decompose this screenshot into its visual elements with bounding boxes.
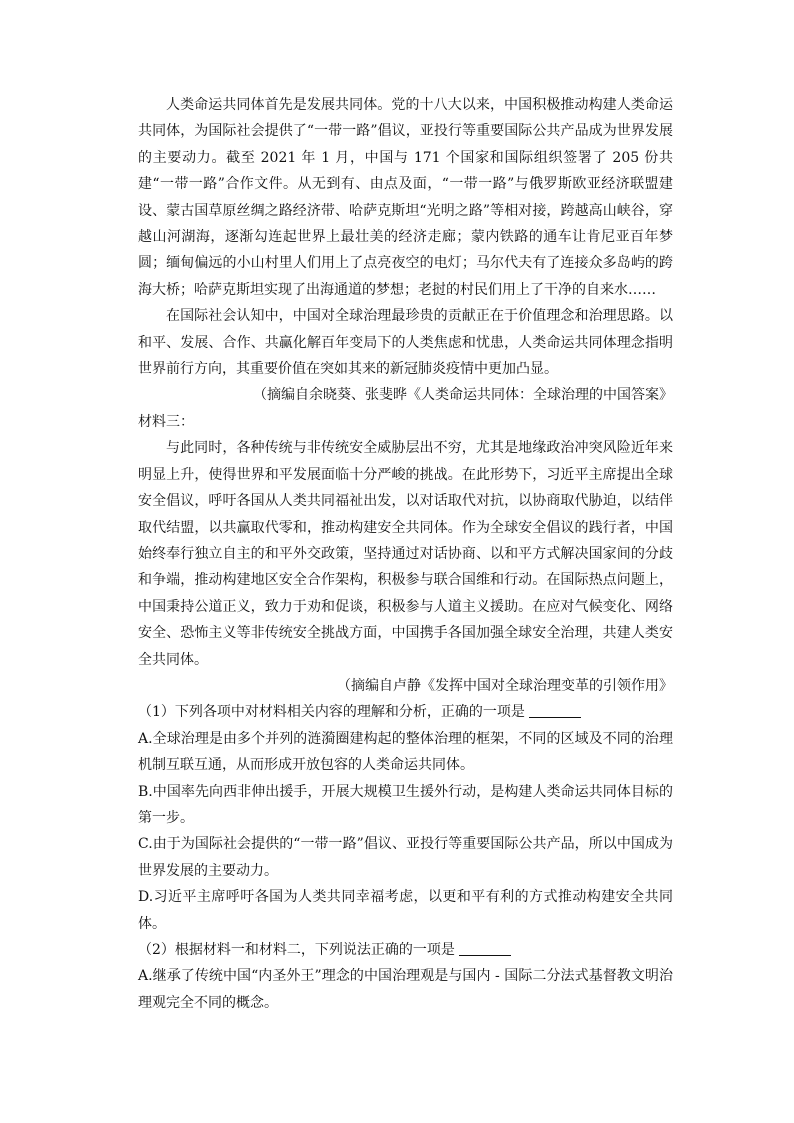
paragraph-3: 与此同时，各种传统与非传统安全威胁层出不穷，尤其是地缘政治冲突风险近年来明显上升，使得世界和平发展面临十分严峻的挑战。在此形势下，习近平主席提出全球安全倡议，呼吁各国从人类共同福祉出发，以对话取代对抗，以协商取代胁迫，以结伴取代结盟，以共赢取代零和，推动构建安全共同体。作为全球安全倡议的践行者，中国始终奉行独立自主的和平外交政策，坚持通过对话协商、以和平方式解决国家间的分歧和争端，推动构建地区安全合作架构，积极参与联合国维和行动。在国际热点问题上，中国秉持公道正义，致力于劝和促谈，积极参与人道主义援助。在应对气候变化、网络安全、恐怖主义等非传统安全挑战方面，中国携手各国加强全球安全治理，共建人类安全共同体。 (138, 440, 673, 668)
question-2-stem (138, 937, 673, 963)
question-1-stem (138, 699, 673, 725)
question-1-option-c: C.由于为国际社会提供的“一带一路”倡议、亚投行等重要国际公共产品，所以中国成为世界发展的主要动力。 (138, 836, 673, 879)
source-citation-3: （摘编自卢静《发挥中国对全球治理变革的引领作用》 (337, 677, 673, 694)
question-2-option-a: A.继承了传统中国“内圣外王”理念的中国治理观是与国内 - 国际二分法式基督教文明治理观完全不同的概念。 (138, 968, 673, 1011)
paragraph-1: 人类命运共同体首先是发展共同体。党的十八大以来，中国积极推动构建人类命运共同体，为国际社会提供了“一带一路”倡议，亚投行等重要国际公共产品成为世界发展的主要动力。截至 2021 年 1 月，中国与 171 个国家和国际组织签署了 205 份共建“一带一路”合作文件。从无到有、由点及面，“一带一路”与俄罗斯欧亚经济联盟建设、蒙古国草原丝绸之路经济带、哈萨克斯坦“光明之路”等相对接，跨越高山峡谷，穿越山河湖海，逐渐勾连起世界上最壮美的经济走廊；蒙内铁路的通车让肯尼亚百年梦圆；缅甸偏远的小山村里人们用上了点亮夜空的电灯；马尔代夫有了连接众多岛屿的跨海大桥；哈萨克斯坦实现了出海通道的梦想；老挝的村民们用上了干净的自来水…… (138, 97, 673, 298)
paragraph-2: 在国际社会认知中，中国对全球治理最珍贵的贡献正在于价值理念和治理思路。以和平、发展、合作、共赢化解百年变局下的人类焦虑和忧患，人类命运共同体理念指明世界前行方向，其重要价值在突如其来的新冠肺炎疫情中更加凸显。 (138, 308, 673, 378)
answer-blank-2 (459, 941, 511, 956)
question-1-option-d: D.习近平主席呼吁各国为人类共同幸福考虑，以更和平有利的方式推动构建安全共同体。 (138, 889, 673, 932)
question-1-text: （1）下列各项中对材料相关内容的理解和分析，正确的一项是 (138, 704, 525, 721)
question-1-option-b: B.中国率先向西非伸出援手，开展大规模卫生援外行动，是构建人类命运共同体目标的第一步。 (138, 783, 673, 826)
source-citation-2: （摘编自余晓葵、张斐晔《人类命运共同体：全球治理的中国答案》 (253, 387, 673, 404)
document-body (138, 92, 673, 1016)
question-1-option-a: A.全球治理是由多个并列的涟漪圈建构起的整体治理的框架，不同的区域及不同的治理机制互联互通，从而形成开放包容的人类命运共同体。 (138, 730, 673, 774)
material-3-label: 材料三： (138, 413, 194, 430)
question-2-text: （2）根据材料一和材料二，下列说法正确的一项是 (138, 942, 455, 958)
answer-blank-1 (529, 703, 581, 718)
